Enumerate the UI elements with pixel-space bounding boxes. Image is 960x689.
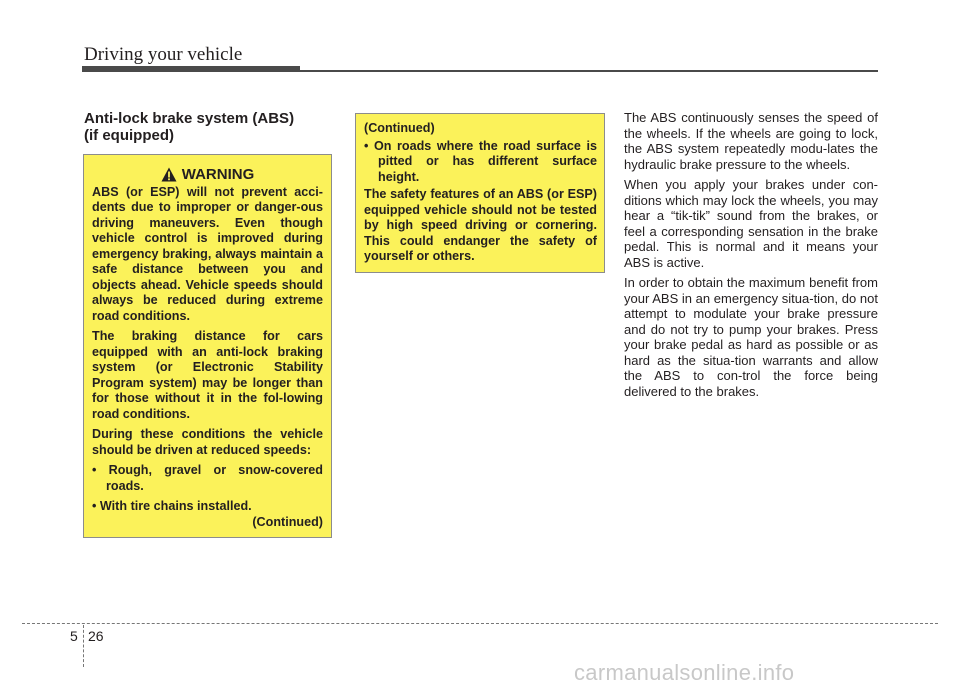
warning-label: WARNING — [181, 166, 255, 183]
body-paragraph: In order to obtain the maximum benefit from your ABS in an emergency situa-tion, do not attempt to modulate your brake pressure and do not try to pump your brakes. Press your brake pedal as hard as possible or as hard as the situa-tion warrants and allow the ABS to con-trol the force being delivered to the brakes. — [624, 275, 878, 399]
body-paragraph: The ABS continuously senses the speed of the wheels. If the wheels are going to lock, the ABS system repeatedly modu-lates the hydraulic brake pressure to the wheels. — [624, 110, 878, 172]
body-paragraph: When you apply your brakes under con-ditions which may lock the wheels, you may hear a “tik-tik” sound from the brakes, or feel a corresponding sensation in the brake pedal. This is normal and it means your ABS is active. — [624, 177, 878, 270]
continued-label: (Continued) — [364, 121, 435, 135]
warning-triangle-icon — [161, 167, 177, 182]
page-number: 26 — [88, 628, 104, 644]
warning-box — [83, 154, 332, 538]
page-header-title: Driving your vehicle — [84, 44, 243, 65]
warning-header — [92, 167, 323, 183]
warning-continued-label: (Continued) — [252, 514, 323, 529]
warning-paragraph: ABS (or ESP) will not prevent acci-dents due to improper or danger-ous driving maneuvers. Even though vehicle control is improved during emergency braking, always maintain a safe distance between you and objects ahead. Vehicle speeds should always be reduced during extreme road conditions. — [92, 184, 323, 323]
footer-dashed-divider — [83, 625, 84, 667]
footer-dashed-rule — [22, 623, 938, 624]
continued-bullet: • On roads where the road surface is pitted or has different surface height. — [364, 138, 597, 184]
section-heading — [84, 110, 334, 144]
section-heading-line1: Anti-lock brake system (ABS) — [84, 110, 295, 127]
chapter-number: 5 — [70, 628, 78, 644]
header-rule-thick — [82, 66, 300, 72]
warning-paragraph: During these conditions the vehicle should be driven at reduced speeds: — [92, 427, 323, 457]
header-rule-thin — [300, 70, 878, 72]
continued-paragraph: The safety features of an ABS (or ESP) equipped vehicle should not be tested by high speed driving or cornering. This could endanger the safety of yourself or others. — [364, 187, 597, 263]
abs-description-column — [624, 110, 878, 404]
continued-warning-box — [355, 113, 605, 273]
section-heading-line2: (if equipped) — [84, 127, 174, 144]
warning-paragraph: The braking distance for cars equipped with an anti-lock braking system (or Electronic Stability Program system) may be longer than for those without it in the fol-lowing road conditions. — [92, 329, 323, 421]
warning-bullet: • With tire chains installed. — [92, 499, 252, 513]
warning-bullet: • Rough, gravel or snow-covered roads. — [92, 463, 323, 493]
watermark: carmanualsonline.info — [574, 660, 795, 685]
